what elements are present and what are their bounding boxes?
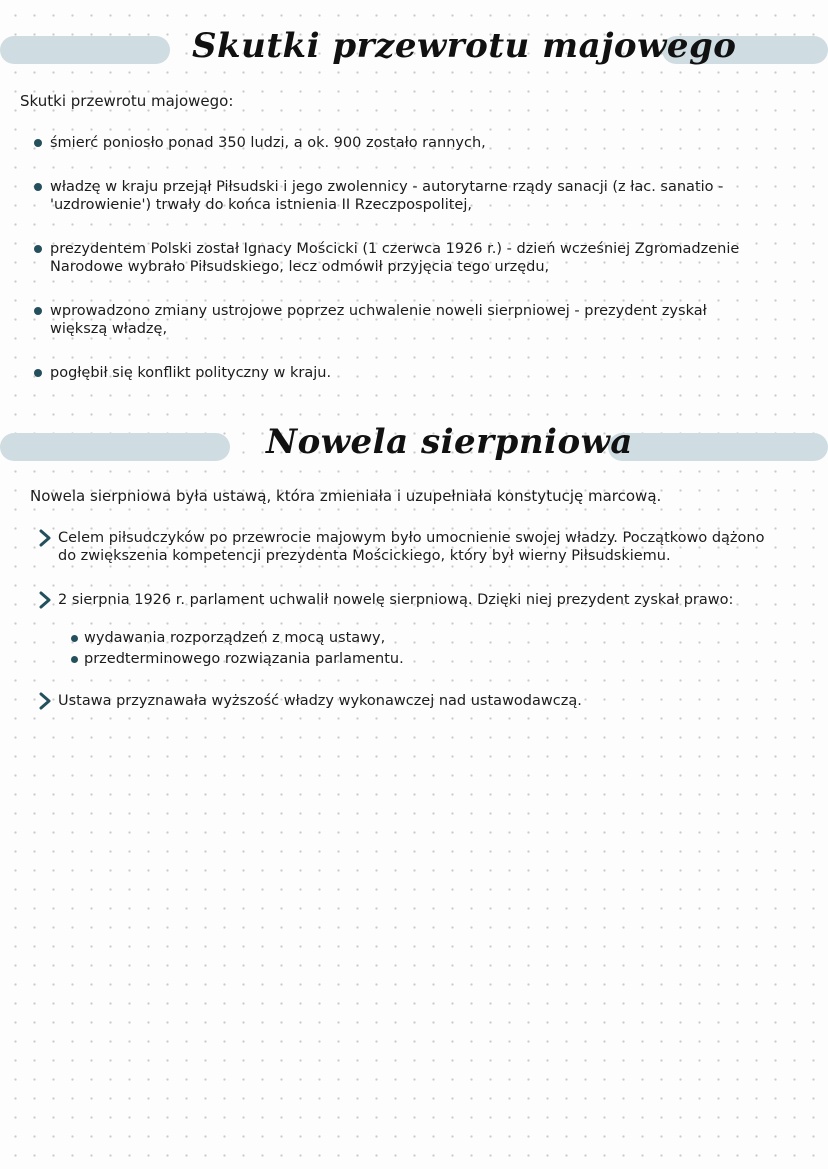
item-line: Ustawa przyznawała wyższość władzy wykonawczej nad ustawodawczą. [58, 693, 582, 709]
list-item [50, 240, 820, 276]
item-line: większą władzę, [50, 321, 168, 337]
chevron-right-icon [38, 529, 52, 547]
list-item [84, 649, 784, 670]
item-line: 2 sierpnia 1926 r. parlament uchwalił nowelę sierpniową. Dzięki niej prezydent zyskał prawo: [58, 592, 734, 608]
item-line: śmierć poniosło ponad 350 ludzi, a ok. 900 zostało rannych, [50, 135, 486, 151]
item-line: wprowadzono zmiany ustrojowe poprzez uchwalenie noweli sierpniowej - prezydent zyskał [50, 303, 707, 319]
bullet-icon [34, 245, 42, 253]
bullet-icon [34, 183, 42, 191]
section-intro-skutki: Skutki przewrotu majowego: [20, 92, 234, 110]
section-title-nowela: Nowela sierpniowa [266, 422, 633, 462]
item-line: przedterminowego rozwiązania parlamentu. [84, 651, 404, 667]
list-item [50, 178, 820, 214]
section-title-skutki: Skutki przewrotu majowego [192, 26, 737, 66]
list-item [50, 134, 820, 152]
nowela-points-3 [58, 692, 822, 710]
item-line: pogłębił się konflikt polityczny w kraju. [50, 365, 332, 381]
item-line: prezydentem Polski został Ignacy Mościcki (1 czerwca 1926 r.) - dzień wcześniej Zgromadzenie [50, 241, 740, 257]
item-line: wydawania rozporządzeń z mocą ustawy, [84, 630, 386, 646]
nowela-points-2 [58, 591, 822, 609]
chevron-right-icon [38, 591, 52, 609]
item-line: do zwiększenia kompetencji prezydenta Mościckiego, który był wierny Piłsudskiemu. [58, 548, 671, 564]
bullet-icon [71, 635, 78, 642]
list-item [50, 302, 820, 338]
bullet-icon [34, 369, 42, 377]
chevron-right-icon [38, 692, 52, 710]
section-intro-nowela: Nowela sierpniowa była ustawą, która zmieniała i uzupełniała konstytucję marcową. [30, 487, 662, 505]
list-item [58, 529, 822, 565]
item-line: Narodowe wybrało Piłsudskiego, lecz odmówił przyjęcia tego urzędu, [50, 259, 550, 275]
list-item [50, 364, 820, 382]
item-line: władzę w kraju przejął Piłsudski i jego zwolennicy - autorytarne rządy sanacji (z łac. sanatio - [50, 179, 724, 195]
list-item [58, 692, 822, 710]
title-band-right [608, 433, 828, 461]
effects-list [50, 134, 820, 382]
rights-list [84, 628, 784, 670]
bullet-icon [71, 656, 78, 663]
title-band-left [0, 433, 230, 461]
nowela-points [58, 529, 822, 565]
item-line: Celem piłsudczyków po przewrocie majowym było umocnienie swojej władzy. Początkowo dążono [58, 530, 765, 546]
title-band-left [0, 36, 170, 64]
list-item [58, 591, 822, 609]
item-line: 'uzdrowienie') trwały do końca istnienia II Rzeczpospolitej, [50, 197, 472, 213]
list-item [84, 628, 784, 649]
bullet-icon [34, 307, 42, 315]
bullet-icon [34, 139, 42, 147]
